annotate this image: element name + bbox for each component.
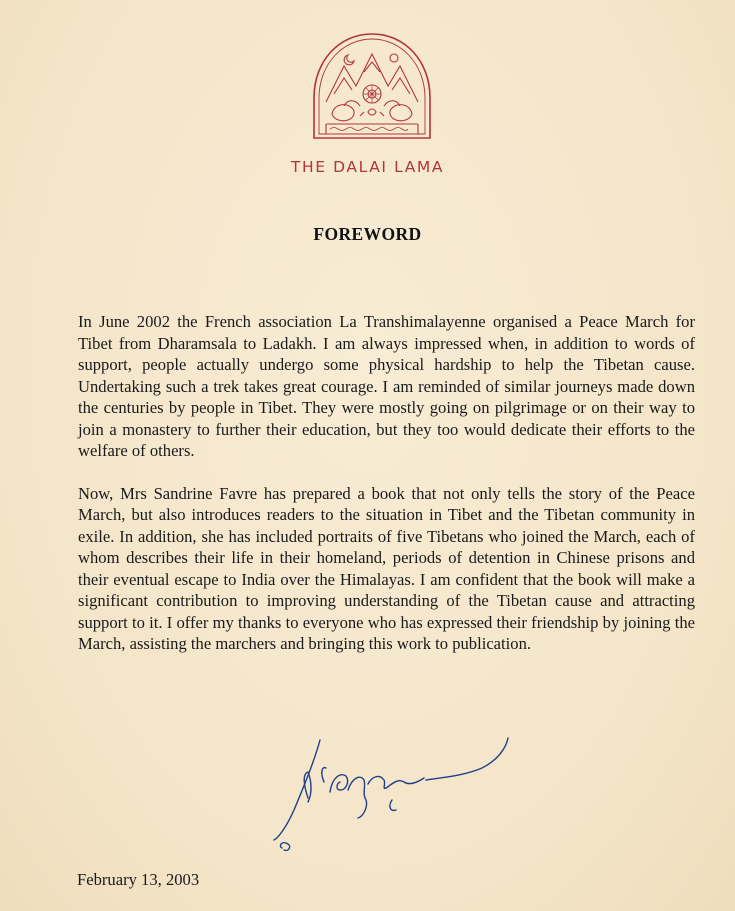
letterhead-name: THE DALAI LAMA: [290, 158, 445, 176]
handwritten-signature-icon: [268, 720, 518, 860]
document-date: February 13, 2003: [77, 870, 200, 889]
paragraph: Now, Mrs Sandrine Favre has prepared a book that not only tells the story of the Peace March, but also introduces readers to the situation in Tibet and the Tibetan community in exile. In addition, she has included portraits of five Tibetans who joined the March, each of whom describes their life in their homeland, periods of detention in Chinese prisons and their eventual escape to India over the Himalayas. I am confident that the book will make a significant contribution to improving understanding of the Tibetan cause and attracting support to it. I offer my thanks to everyone who has expressed their friendship by joining the March, assisting the marchers and bringing this work to publication.: [78, 483, 695, 653]
dalai-lama-seal-icon: [304, 28, 440, 150]
document-body: [78, 311, 695, 676]
paragraph: In June 2002 the French association La Transhimalayenne organised a Peace March for Tibet from Dharamsala to Ladakh. I am always impressed when, in addition to words of support, people actually undergo some physical hardship to help the Tibetan cause. Undertaking such a trek takes great courage. I am reminded of similar journeys made down the centuries by people in Tibet. They were mostly going on pilgrimage or on their way to join a monastery to further their education, but they too would dedicate their efforts to the welfare of others.: [78, 312, 695, 460]
document-heading: FOREWORD: [313, 224, 422, 244]
